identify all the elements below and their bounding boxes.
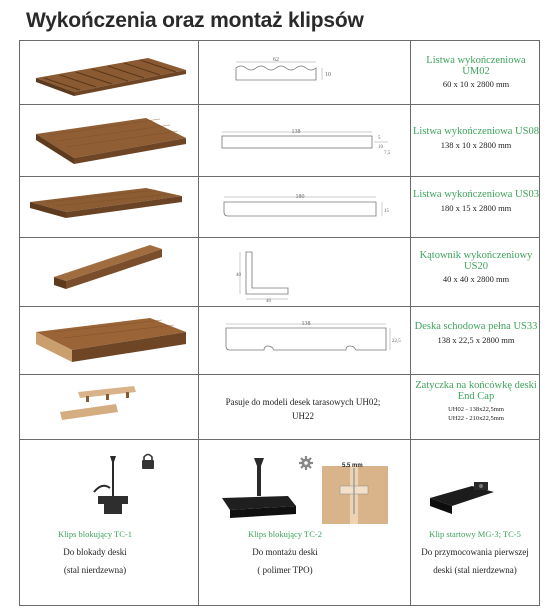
product-photo-end-cap	[56, 382, 156, 430]
clip-mg3-text	[412, 527, 538, 577]
clip-name: Klips blokujący TC-2	[248, 529, 322, 539]
dim-width-label: 138	[301, 321, 311, 327]
product-photo-us03	[26, 182, 186, 226]
dim-width-label: 40	[266, 299, 271, 304]
product-name: Listwa wykończeniowa US03	[413, 189, 539, 200]
column-divider	[410, 41, 411, 605]
product-name: Listwa wykończeniowa UM02	[426, 55, 526, 77]
spec-um02	[412, 56, 540, 89]
product-dims: 138 x 22,5 x 2800 mm	[437, 334, 515, 345]
product-photo-us08	[30, 110, 190, 170]
product-dims: UH22 - 210x22,5mm	[448, 415, 504, 422]
spec-us03	[412, 190, 540, 213]
dim-height-label: 40	[236, 273, 241, 278]
product-name: Listwa wykończeniowa US08	[413, 126, 539, 137]
clip-material: (stal nierdzewna)	[63, 565, 127, 575]
row-divider	[20, 439, 539, 440]
row-divider	[20, 237, 539, 238]
clip-description: Do przymocowania pierwszej	[421, 547, 529, 557]
spec-us33	[412, 322, 540, 345]
dim-width-label: 180	[295, 194, 305, 200]
row-divider	[20, 176, 539, 177]
clip-material: ( polimer TPO)	[257, 565, 313, 575]
product-dims: UH02 - 138x22,5mm	[448, 406, 504, 413]
dim-height-label: 10	[325, 72, 331, 78]
detail-measure-label: 5.5 mm	[342, 463, 363, 469]
end-cap-note: Pasuje do modeli desek tarasowych UH02; UH22	[225, 397, 381, 421]
dim-width-label: 62	[273, 57, 279, 63]
dim-height-label: 10	[378, 145, 383, 150]
drawing-us08	[216, 128, 396, 158]
drawing-um02	[228, 58, 338, 88]
clip-tc2-detail	[320, 460, 390, 526]
clip-name: Klip startowy MG-3; TC-5	[429, 529, 521, 539]
clip-name: Klips blokujący TC-1	[58, 529, 132, 539]
drawing-us33	[216, 320, 406, 360]
page-title: Wykończenia oraz montaż klipsów	[26, 9, 364, 32]
product-photo-us33	[30, 312, 190, 368]
column-divider	[198, 41, 199, 605]
product-dims: 138 x 10 x 2800 mm	[440, 139, 512, 150]
spec-us20	[412, 251, 540, 284]
dim-height-label: 7,5	[384, 151, 391, 156]
dim-height-label: 15	[384, 209, 389, 214]
clip-tc1-text	[30, 527, 160, 577]
clip-material: deski (stal nierdzewna)	[433, 565, 517, 575]
spec-end-cap	[412, 381, 540, 423]
row-divider	[20, 374, 539, 375]
product-dims: 60 x 10 x 2800 mm	[442, 79, 510, 89]
product-name: Zatyczka na końcówkę deski End Cap	[415, 380, 537, 402]
spec-us08	[412, 127, 540, 150]
drawing-us03	[216, 192, 396, 222]
product-dims: 40 x 40 x 2800 mm	[442, 274, 510, 284]
product-photo-um02	[30, 52, 190, 98]
product-name: Kątownik wykończeniowy US20	[419, 250, 533, 272]
clip-tc2-text	[220, 527, 350, 577]
clip-mg3-photo	[424, 478, 504, 524]
dim-height-label: 5	[378, 136, 381, 141]
clip-description: Do blokady deski	[63, 547, 127, 557]
row-divider	[20, 306, 539, 307]
dim-height-label: 22,5	[392, 339, 401, 344]
product-dims: 180 x 15 x 2800 mm	[440, 202, 512, 213]
drawing-us20	[232, 246, 312, 302]
dim-width-label: 138	[291, 129, 301, 135]
product-photo-us20	[50, 243, 170, 293]
clip-description: Do montażu deski	[252, 547, 318, 557]
row-divider	[20, 104, 539, 105]
padlock-icon	[140, 452, 156, 470]
product-name: Deska schodowa pełna US33	[414, 321, 538, 332]
clip-tc2-photo	[214, 452, 304, 528]
gear-icon	[299, 456, 313, 470]
